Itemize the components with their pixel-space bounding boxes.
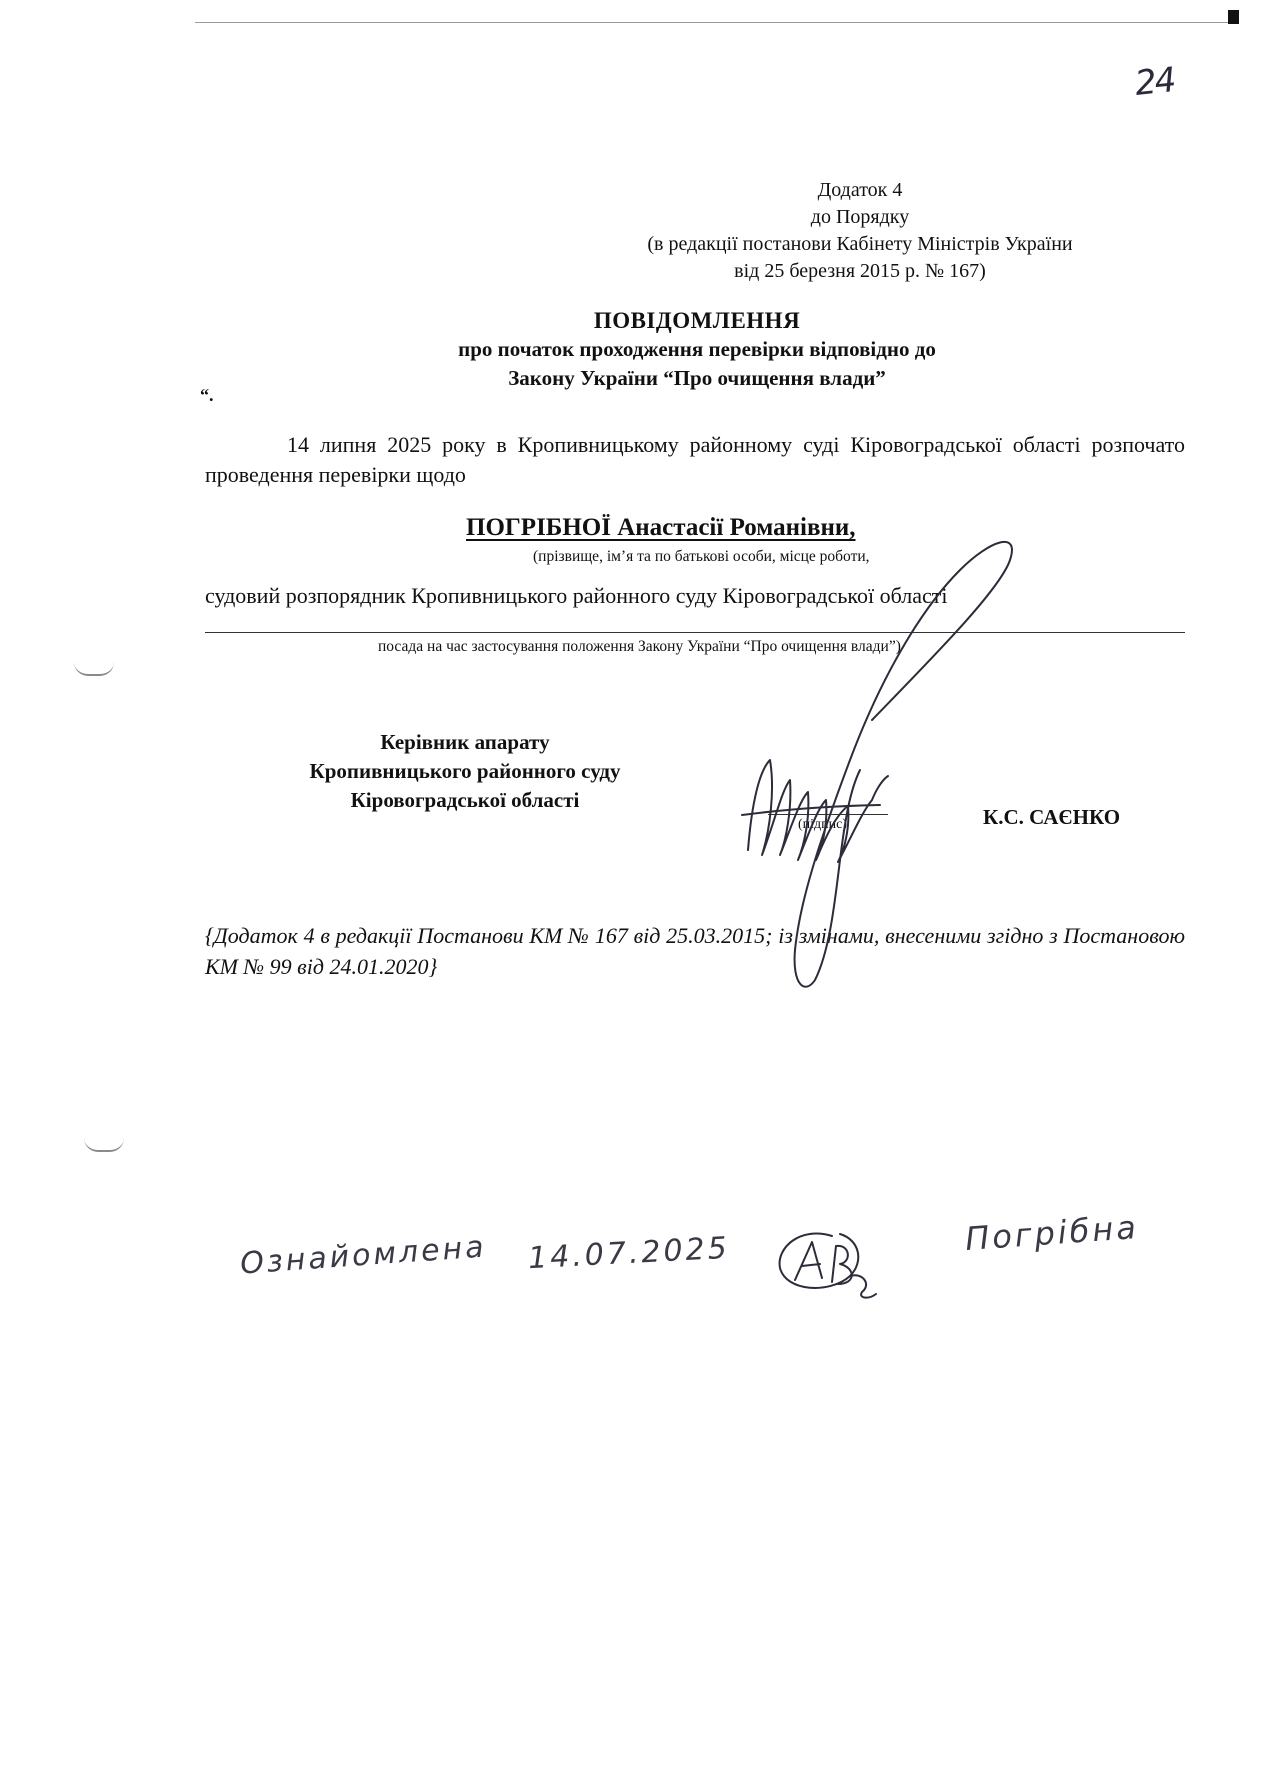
- signatory-line-2: Кропивницького районного суду: [309, 759, 621, 783]
- initials-circle: [780, 1234, 859, 1288]
- addendum-line-4: від 25 березня 2015 р. № 167): [734, 260, 986, 282]
- signatory-line-1: Керівник апарату: [380, 730, 550, 754]
- signatory-title: [245, 728, 685, 815]
- addendum-header: [600, 177, 1120, 285]
- person-name-caption: (прізвище, ім’я та по батькові особи, місце роботи,: [533, 548, 870, 565]
- title-main: ПОВІДОМЛЕННЯ: [593, 308, 801, 333]
- handwritten-date: 14.07.2025: [527, 1230, 731, 1277]
- stray-mark: “.: [200, 385, 214, 405]
- addendum-line-1: Додаток 4: [817, 179, 903, 201]
- scan-top-rule: [195, 22, 1230, 23]
- handwritten-page-number: 24: [1133, 60, 1177, 104]
- position-rule: [205, 632, 1185, 633]
- punch-hole-mark: [74, 662, 114, 676]
- signature-scribble: [748, 760, 888, 862]
- scan-corner-mark: [1228, 10, 1239, 24]
- title-subtitle-2: Закону України “Про очищення влади”: [508, 366, 886, 390]
- signatory-name: К.С. САЄНКО: [983, 805, 1121, 829]
- signature-rule: [768, 814, 888, 815]
- signature-caption: (підпис): [798, 817, 848, 832]
- addendum-line-3: (в редакції постанови Кабінету Міністрів України: [647, 233, 1073, 255]
- person-position: судовий розпорядник Кропивницького районного суду Кіровоградської області: [205, 583, 948, 608]
- body-paragraph: 14 липня 2025 року в Кропивницькому районному суді Кіровоградської області розпочато проведення перевірки щодо: [205, 432, 1185, 487]
- position-caption: посада на час застосування положення Закону України “Про очищення влади”): [378, 638, 901, 655]
- footnote: {Додаток 4 в редакції Постанови КМ № 167 від 25.03.2015; із змінами, внесеними згідно з Постановою КМ № 99 від 24.01.2020}: [205, 923, 1185, 979]
- punch-hole-mark: [84, 1138, 124, 1152]
- document-title: [330, 306, 1064, 393]
- initials-letters: [795, 1242, 876, 1298]
- addendum-line-2: до Порядку: [810, 206, 910, 228]
- handwritten-acquainted: Ознайомлена: [239, 1229, 488, 1282]
- signatory-line-3: Кіровоградської області: [350, 788, 580, 812]
- title-subtitle-1: про початок проходження перевірки відповідно до: [458, 337, 936, 361]
- handwritten-surname: Погрібна: [963, 1207, 1141, 1259]
- person-name: ПОГРІБНОЇ Анастасії Романівни,: [466, 514, 856, 541]
